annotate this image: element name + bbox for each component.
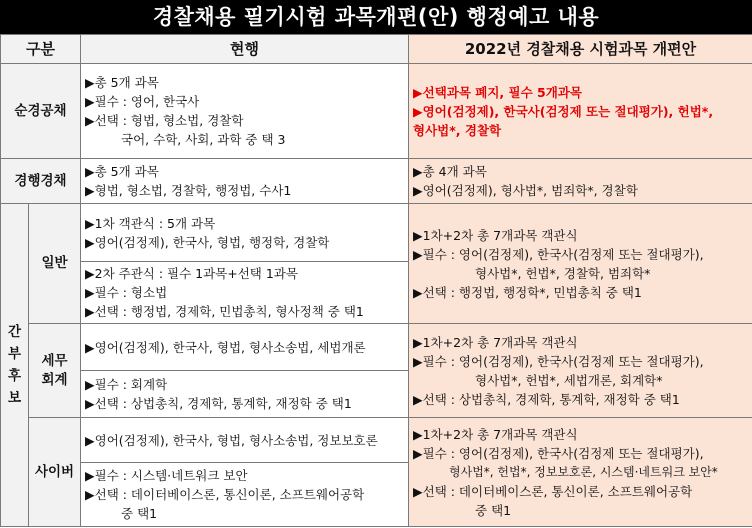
text-line: ▶선택 : 상법총칙, 경제학, 통계학, 재정학 중 택1 (85, 396, 352, 411)
page-title: 경찰채용 필기시험 과목개편(안) 행정예고 내용 (0, 0, 752, 34)
general-proposal (409, 204, 752, 324)
row-cyber-1 (1, 418, 752, 463)
row-general-1 (1, 204, 752, 262)
tax-current-2 (81, 371, 409, 418)
text-line: ▶1차+2차 총 7개과목 객관식 (413, 334, 578, 350)
ganbu-char: 후 (7, 368, 22, 384)
text-line: ▶필수 : 형소법 (85, 285, 168, 300)
text-line: ▶선택 : 형법, 형소법, 경찰학 (85, 113, 244, 128)
text-line: ▶총 5개 과목 (85, 164, 159, 179)
tax-proposal (409, 324, 752, 418)
text-line: ▶선택 : 행정법, 경제학, 민법총칙, 형사정책 중 택1 (85, 304, 364, 319)
gyeonghaeng-current (81, 159, 409, 204)
text-line: ▶필수 : 시스템·네트워크 보안 (85, 468, 248, 483)
cyber-proposal (409, 418, 752, 527)
text-line: ▶선택 : 상법총칙, 경제학, 통계학, 재정학 중 택1 (413, 391, 680, 407)
general-current-2 (81, 262, 409, 324)
text-line: ▶1차+2차 총 7개과목 객관식 (413, 227, 578, 243)
text-line: ▶선택 : 행정법, 행정학*, 민법총칙 중 택1 (413, 284, 642, 300)
text-line: 국어, 수학, 사회, 과학 중 택 3 (121, 132, 286, 147)
text-line: 형사법*, 헌법*, 정보보호론, 시스템·네트워크 보안* (449, 464, 718, 479)
category-general: 일반 (29, 204, 81, 324)
row-sungyeong (1, 64, 752, 159)
text-line: ▶필수 : 영어, 한국사 (85, 94, 200, 109)
comparison-table (0, 34, 752, 527)
category-tax (29, 324, 81, 418)
cyber-current-2 (81, 463, 409, 527)
category-ganbu (1, 204, 29, 527)
text-line: ▶총 5개 과목 (85, 75, 159, 90)
text-line: 중 택1 (475, 502, 512, 518)
text-line: ▶영어(검정제), 한국사, 형법, 형사소송법, 세법개론 (85, 339, 366, 355)
header-category: 구분 (1, 35, 81, 64)
category-gyeonghaeng: 경행경채 (1, 159, 81, 204)
text-line: ▶2차 주관식 : 필수 1과목+선택 1과목 (85, 266, 298, 281)
ganbu-char: 부 (7, 346, 22, 362)
text-line: ▶선택 : 데이터베이스론, 통신이론, 소프트웨어공학 (413, 483, 693, 499)
text-line: ▶필수 : 영어(검정제), 한국사(검정제 또는 절대평가), (413, 353, 704, 369)
text-line: ▶1차 객관식 : 5개 과목 (85, 215, 216, 231)
header-current: 현행 (81, 35, 409, 64)
category-sungyeong: 순경공채 (1, 64, 81, 159)
cyber-current-1 (81, 418, 409, 463)
sungyeong-current (81, 64, 409, 159)
text-line: ▶필수 : 영어(검정제), 한국사(검정제 또는 절대평가), (413, 246, 704, 262)
general-current-1 (81, 204, 409, 262)
category-cyber: 사이버 (29, 418, 81, 527)
text-line: ▶필수 : 영어(검정제), 한국사(검정제 또는 절대평가), (413, 445, 704, 461)
text-line: ▶영어(검정제), 한국사, 형법, 형사소송법, 정보보호론 (85, 432, 378, 448)
text-line: ▶영어(검정제), 한국사, 형법, 행정학, 경찰학 (85, 234, 330, 250)
text-line: 형사법*, 헌법*, 경찰학, 범죄학* (475, 265, 651, 281)
text-line: 형사법*, 헌법*, 세법개론, 회계학* (475, 372, 663, 388)
row-gyeonghaeng (1, 159, 752, 204)
text-line: 중 택1 (121, 506, 158, 521)
text-line: ▶영어(검정제), 한국사(검정제 또는 절대평가), 헌법*, (413, 103, 714, 119)
table-header-row (1, 35, 752, 64)
text-line: ▶1차+2차 총 7개과목 객관식 (413, 426, 578, 442)
ganbu-char: 간 (7, 324, 22, 340)
text-line: ▶선택 : 데이터베이스론, 통신이론, 소프트웨어공학 (85, 487, 365, 502)
text-line: ▶영어(검정제), 형사법*, 범죄학*, 경찰학 (413, 183, 638, 198)
tax-label-line: 세무 (41, 352, 68, 369)
row-tax-1 (1, 324, 752, 371)
text-line: ▶총 4개 과목 (413, 164, 487, 179)
tax-label-line: 회계 (41, 371, 68, 388)
ganbu-char: 보 (7, 390, 22, 406)
tax-current-1 (81, 324, 409, 371)
sungyeong-proposal (409, 64, 752, 159)
header-proposal: 2022년 경찰채용 시험과목 개편안 (409, 35, 752, 64)
text-line: ▶형법, 형소법, 경찰학, 행정법, 수사1 (85, 183, 292, 198)
text-line: ▶필수 : 회계학 (85, 377, 168, 392)
gyeonghaeng-proposal (409, 159, 752, 204)
text-line: 형사법*, 경찰학 (413, 122, 502, 138)
text-line: ▶선택과목 폐지, 필수 5개과목 (413, 84, 582, 100)
